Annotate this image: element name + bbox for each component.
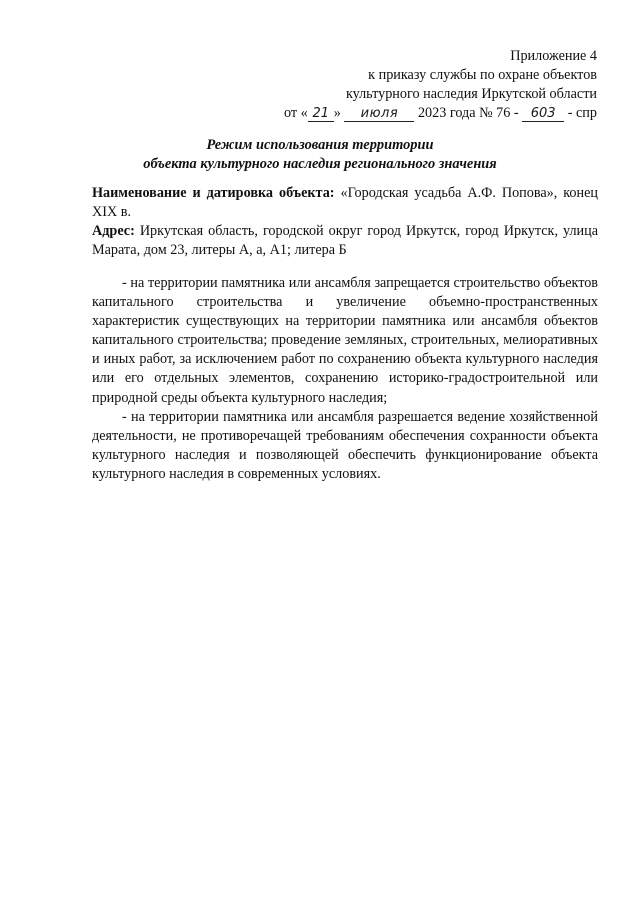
handwritten-month: июля — [344, 107, 414, 122]
object-name-paragraph — [92, 184, 598, 222]
object-name-label: Наименование и датировка объекта: — [92, 185, 335, 201]
appendix-number: Приложение 4 — [510, 48, 597, 64]
handwritten-order-number: 603 — [522, 107, 564, 122]
appendix-date-line — [284, 104, 597, 123]
title-line-2: объекта культурного наследия регионального значения — [143, 156, 497, 172]
document-title — [0, 136, 640, 174]
object-name-value: «Городская усадьба А.Ф. Попова», конец XIX в. — [92, 185, 599, 220]
date-mid: » — [333, 105, 341, 121]
object-address-paragraph — [92, 222, 598, 260]
handwritten-day: 21 — [308, 107, 334, 122]
rule-permission: - на территории памятника или ансамбля разрешается ведение хозяйственной деятельности, не противоречащей требованиям обеспечения сохранности объекта культурного наследия и позволяющей обеспечить функционирование объекта культурного наследия в современных условиях. — [92, 408, 598, 482]
title-line-1: Режим использования территории — [206, 137, 434, 153]
object-address-label: Адрес: — [92, 223, 135, 239]
appendix-order-ref: к приказу службы по охране объектов — [368, 67, 597, 83]
date-prefix: от « — [284, 105, 308, 121]
appendix-authority: культурного наследия Иркутской области — [345, 86, 597, 102]
object-address-value: Иркутская область, городской округ город Иркутск, город Иркутск, улица Марата, дом 23, литеры А, а, А1; литера Б — [92, 223, 599, 258]
object-info — [92, 184, 598, 260]
rules-body — [92, 274, 598, 484]
year-text: 2023 года № 76 - — [417, 105, 519, 121]
rule-prohibition: - на территории памятника или ансамбля запрещается строительство объектов капитального строительства и увеличение объемно-пространственных характеристик существующих на территории памятника или ансамбля объектов капитального строительства; проведение земляных, строительных, мелиоративных и иных работ, за исключением работ по сохранению объекта культурного наследия или его отдельных элементов, сохранению историко-градостроительной или природной среды объекта культурного наследия; — [92, 275, 598, 406]
appendix-header — [284, 47, 597, 123]
order-suffix: - спр — [567, 105, 597, 121]
